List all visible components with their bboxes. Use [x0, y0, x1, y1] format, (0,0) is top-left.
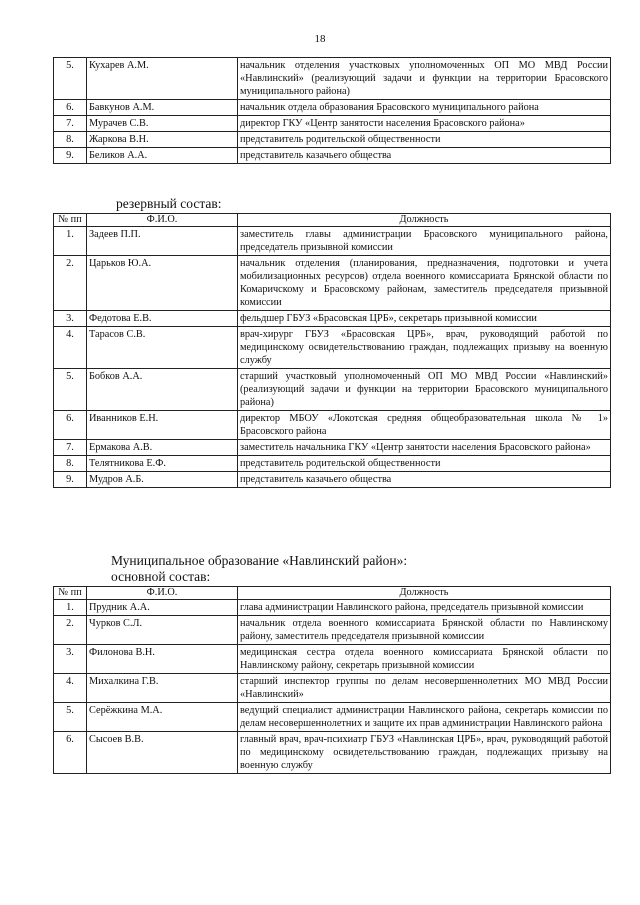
member-name: Иванников Е.Н.: [87, 411, 238, 440]
member-position: начальник отделения участковых уполномоченных ОП МО МВД России «Навлинский» (реализующий задачи и функции на территории Брасовского муниципального района): [238, 58, 611, 100]
member-name: Царьков Ю.А.: [87, 256, 238, 311]
member-name: Серёжкина М.А.: [87, 703, 238, 732]
table-row: [54, 327, 611, 369]
table-row: [54, 311, 611, 327]
table-row: [54, 100, 611, 116]
row-number: 5.: [54, 369, 87, 411]
row-number: 2.: [54, 256, 87, 311]
member-position: представитель казачьего общества: [238, 472, 611, 488]
row-number: 4.: [54, 674, 87, 703]
row-number: 7.: [54, 116, 87, 132]
row-number: 5.: [54, 58, 87, 100]
table-row: [54, 456, 611, 472]
member-position: старший инспектор группы по делам несовершеннолетних МО МВД России «Навлинский»: [238, 674, 611, 703]
table-row: [54, 645, 611, 674]
member-name: Тарасов С.В.: [87, 327, 238, 369]
row-number: 9.: [54, 472, 87, 488]
member-position: врач-хирург ГБУЗ «Брасовская ЦРБ», врач, руководящий работой по медицинскому освидетельствованию граждан, подлежащих призыву на военную службу: [238, 327, 611, 369]
table-row: [54, 411, 611, 440]
table-row: [54, 600, 611, 616]
member-name: Кухарев А.М.: [87, 58, 238, 100]
member-position: ведущий специалист администрации Навлинского района, секретарь комиссии по делам несовершеннолетних и защите их прав администрации Навлинского района: [238, 703, 611, 732]
member-position: глава администрации Навлинского района, председатель призывной комиссии: [238, 600, 611, 616]
table-row: [54, 227, 611, 256]
header-position: Должность: [238, 214, 611, 227]
member-name: Бавкунов А.М.: [87, 100, 238, 116]
row-number: 6.: [54, 411, 87, 440]
row-number: 5.: [54, 703, 87, 732]
member-position: представитель родительской общественности: [238, 456, 611, 472]
page-number: 18: [314, 33, 326, 45]
member-position: директор МБОУ «Локотская средняя общеобразовательная школа № 1» Брасовского района: [238, 411, 611, 440]
municipality-heading: Муниципальное образование «Навлинский район»:: [111, 553, 408, 568]
member-name: Сысоев В.В.: [87, 732, 238, 774]
member-name: Беликов А.А.: [87, 148, 238, 164]
member-position: старший участковый уполномоченный ОП МО МВД России «Навлинский» (реализующий задачи и функции на территории Брасовского муниципального района): [238, 369, 611, 411]
member-name: Чурков С.Л.: [87, 616, 238, 645]
member-position: представитель родительской общественности: [238, 132, 611, 148]
table-row: [54, 369, 611, 411]
member-position: начальник отдела военного комиссариата Брянской области по Навлинскому району, заместитель председателя призывной комиссии: [238, 616, 611, 645]
row-number: 8.: [54, 132, 87, 148]
row-number: 1.: [54, 600, 87, 616]
row-number: 3.: [54, 311, 87, 327]
member-name: Михалкина Г.В.: [87, 674, 238, 703]
member-name: Прудник А.А.: [87, 600, 238, 616]
member-position: начальник отдела образования Брасовского муниципального района: [238, 100, 611, 116]
table-row: [54, 674, 611, 703]
table-row: [54, 58, 611, 100]
table-header-row: [54, 214, 611, 227]
row-number: 8.: [54, 456, 87, 472]
member-name: Филонова В.Н.: [87, 645, 238, 674]
member-name: Телятникова Е.Ф.: [87, 456, 238, 472]
continued-members-table: [53, 57, 611, 164]
main-composition-heading: основной состав:: [111, 569, 211, 584]
member-position: начальник отделения (планирования, предназначения, подготовки и учета мобилизационных ресурсов) отдела военного комиссариата Брянской области по Комаричскому и Брасовскому районам, заместитель председателя призывной комиссии: [238, 256, 611, 311]
table-row: [54, 116, 611, 132]
header-number: № пп: [54, 587, 87, 600]
member-position: заместитель начальника ГКУ «Центр занятости населения Брасовского района»: [238, 440, 611, 456]
member-name: Задеев П.П.: [87, 227, 238, 256]
member-position: директор ГКУ «Центр занятости населения Брасовского района»: [238, 116, 611, 132]
member-name: Жаркова В.Н.: [87, 132, 238, 148]
header-number: № пп: [54, 214, 87, 227]
reserve-heading: резервный состав:: [116, 196, 222, 211]
table-row: [54, 732, 611, 774]
row-number: 2.: [54, 616, 87, 645]
table-row: [54, 472, 611, 488]
table-row: [54, 256, 611, 311]
member-position: медицинская сестра отдела военного комиссариата Брянской области по Навлинскому району, секретарь призывной комиссии: [238, 645, 611, 674]
main-members-table: [53, 586, 611, 774]
header-name: Ф.И.О.: [87, 587, 238, 600]
table-row: [54, 440, 611, 456]
table-row: [54, 703, 611, 732]
row-number: 9.: [54, 148, 87, 164]
row-number: 6.: [54, 732, 87, 774]
member-name: Мудров А.Б.: [87, 472, 238, 488]
member-name: Мурачев С.В.: [87, 116, 238, 132]
member-name: Бобков А.А.: [87, 369, 238, 411]
member-name: Ермакова А.В.: [87, 440, 238, 456]
reserve-members-table: [53, 213, 611, 488]
row-number: 7.: [54, 440, 87, 456]
member-position: главный врач, врач-психиатр ГБУЗ «Навлинская ЦРБ», врач, руководящий работой по медицинскому освидетельствованию граждан, подлежащих призыву на военную службу: [238, 732, 611, 774]
member-position: заместитель главы администрации Брасовского муниципального района, председатель призывной комиссии: [238, 227, 611, 256]
row-number: 1.: [54, 227, 87, 256]
member-name: Федотова Е.В.: [87, 311, 238, 327]
header-position: Должность: [238, 587, 611, 600]
row-number: 3.: [54, 645, 87, 674]
header-name: Ф.И.О.: [87, 214, 238, 227]
member-position: фельдшер ГБУЗ «Брасовская ЦРБ», секретарь призывной комиссии: [238, 311, 611, 327]
row-number: 6.: [54, 100, 87, 116]
row-number: 4.: [54, 327, 87, 369]
table-row: [54, 148, 611, 164]
member-position: представитель казачьего общества: [238, 148, 611, 164]
table-row: [54, 616, 611, 645]
table-header-row: [54, 587, 611, 600]
table-row: [54, 132, 611, 148]
